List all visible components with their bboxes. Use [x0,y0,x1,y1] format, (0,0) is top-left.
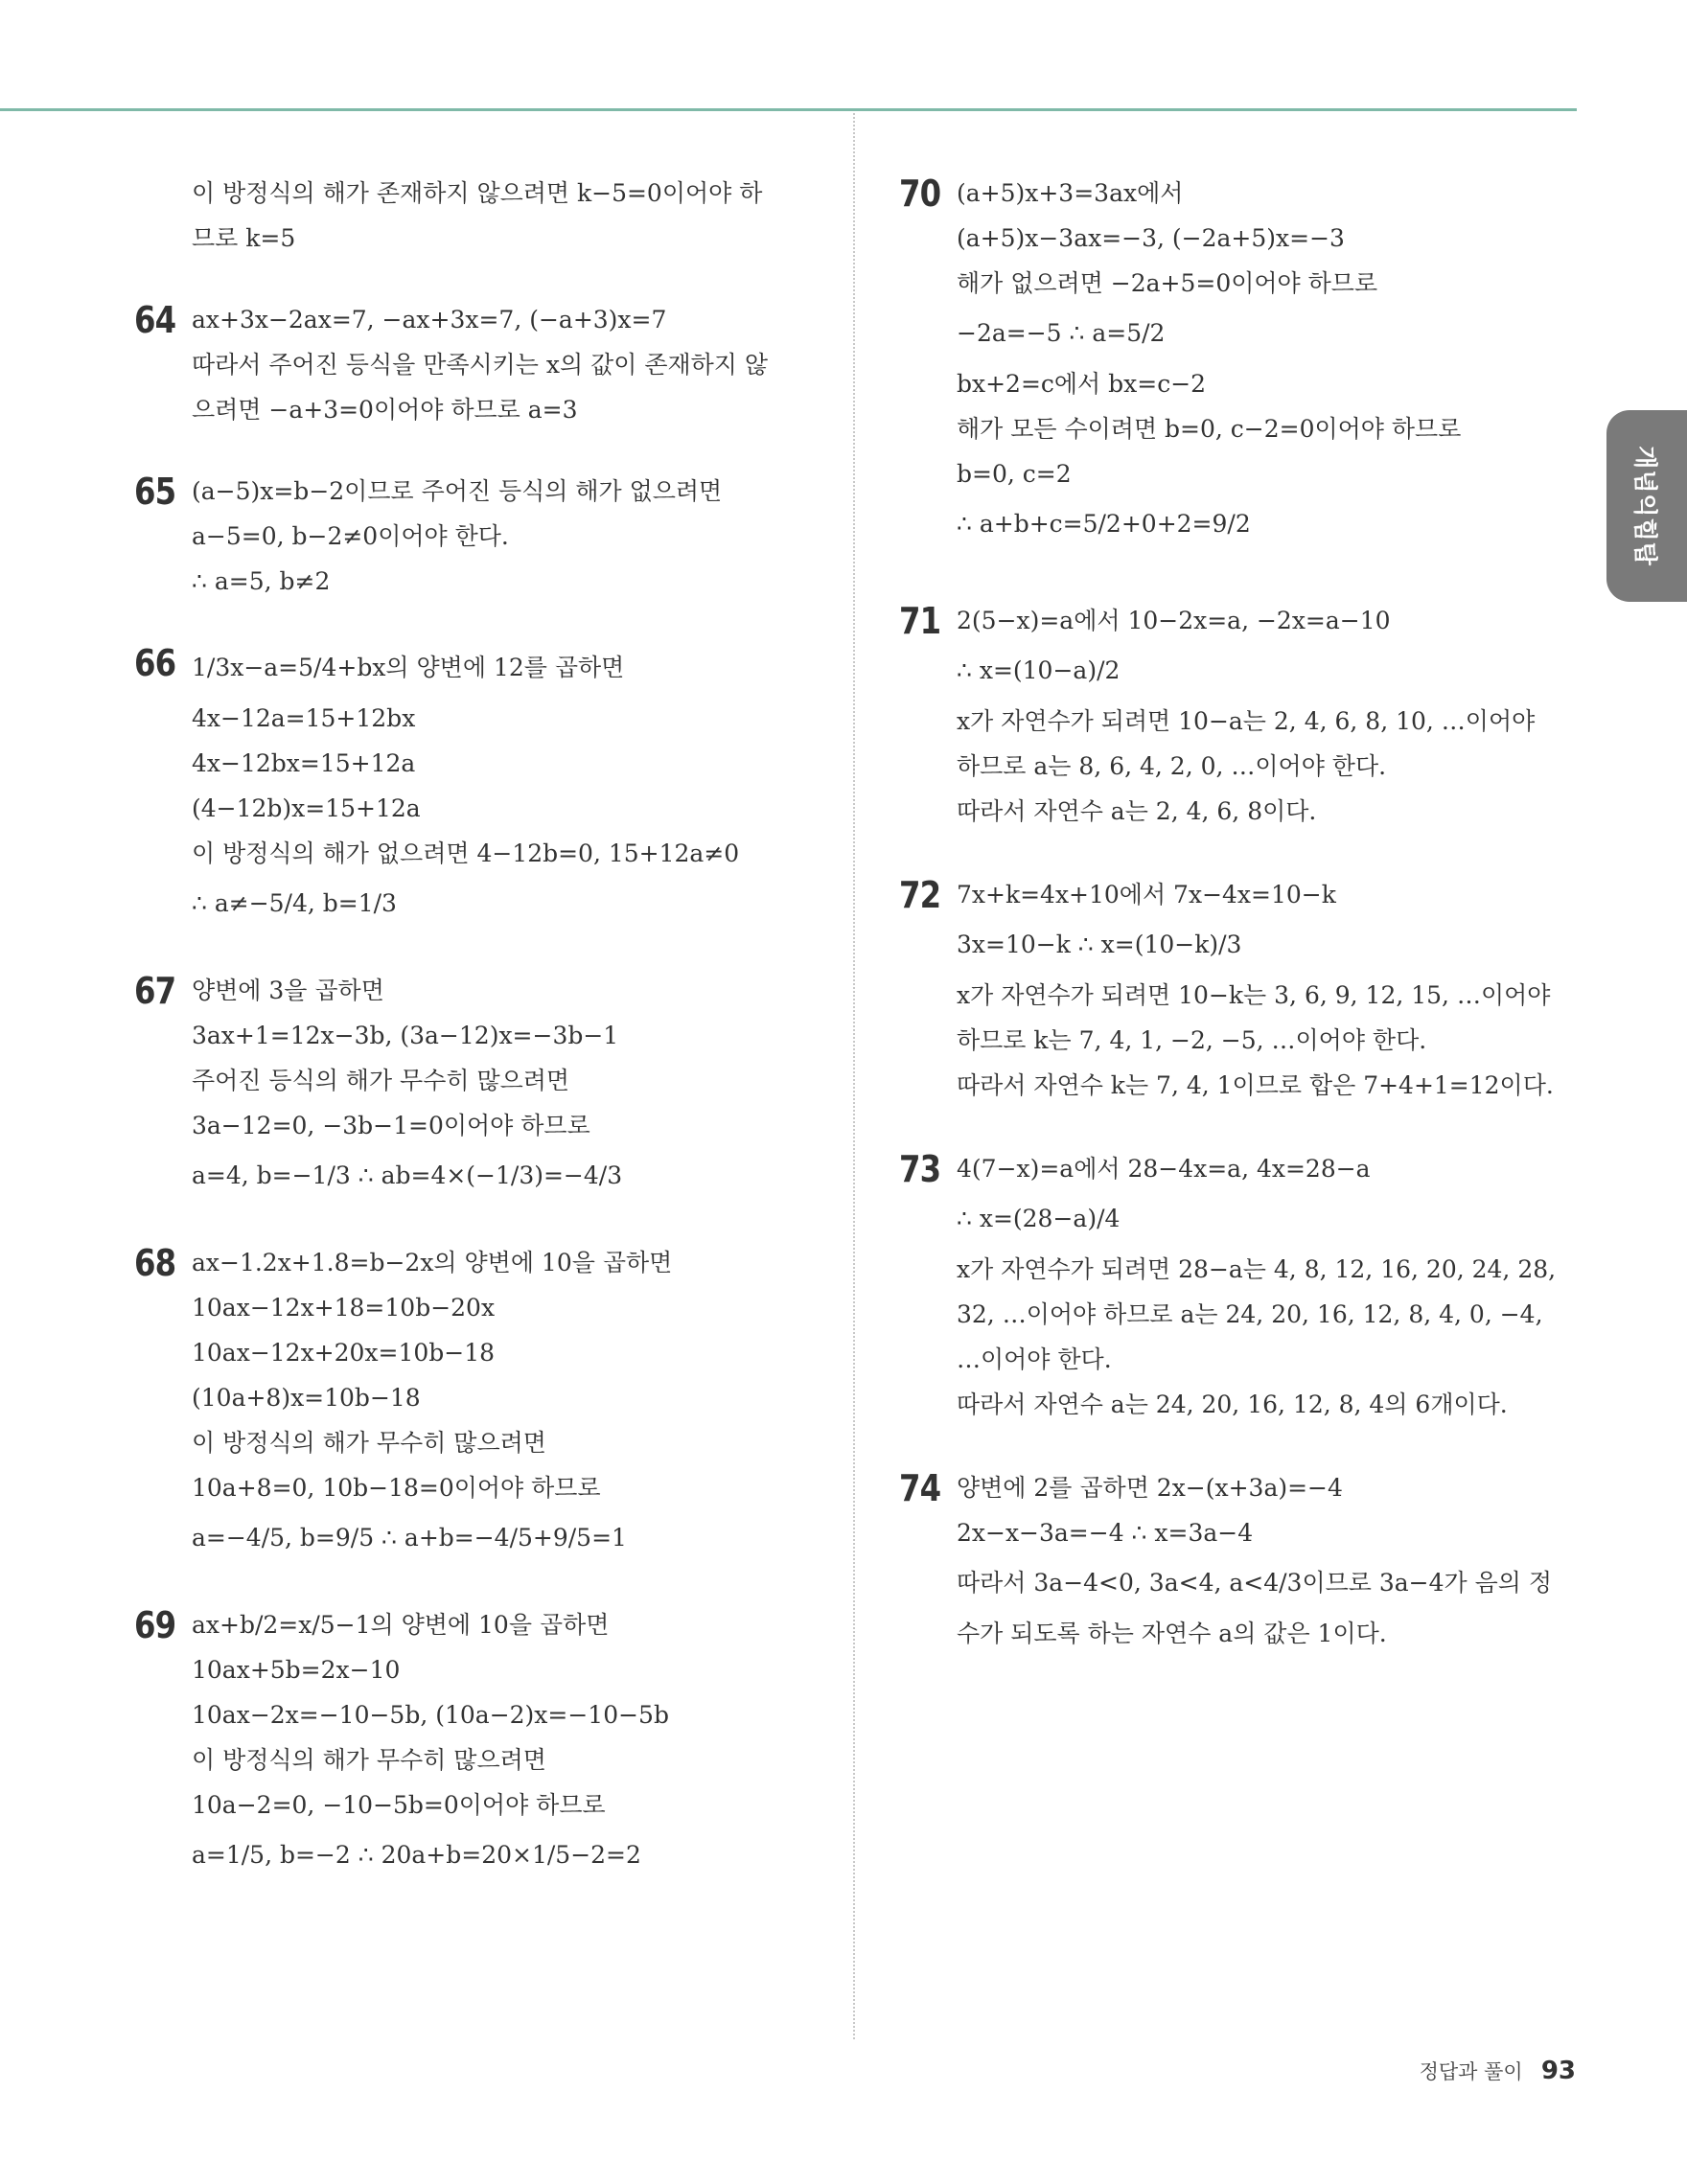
page-number: 93 [1540,2057,1576,2085]
problem-74 [899,1465,1589,1656]
solution-line: ∴ x=(28−a)/4 [957,1205,1121,1232]
problem-73 [899,1146,1589,1427]
problem-number: 66 [134,642,176,684]
solution-line: 이 방정식의 해가 무수히 많으려면 [192,1429,546,1457]
solution-line: 3ax+1=12x−3b, (3a−12)x=−3b−1 [192,1022,619,1049]
solution-line: 10ax−12x+18=10b−20x [192,1294,496,1322]
solution-line: 4(7−x)=a에서 28−4x=a, 4x=28−a [957,1155,1371,1183]
solution-line: 주어진 등식의 해가 무수히 많으려면 [192,1067,570,1094]
solution-line: 4x−12bx=15+12a [192,749,416,777]
problem-70 [899,171,1589,552]
problem-68 [134,1240,824,1566]
solution-line: 이 방정식의 해가 없으려면 4−12b=0, 15+12a≠0 [192,839,740,867]
solution-line: 10a+8=0, 10b−18=0이어야 하므로 [192,1474,601,1502]
solution-line: 4x−12a=15+12bx [192,704,416,732]
right-column [899,171,1589,1656]
solution-line: b=0, c=2 [957,460,1072,488]
solution-line: 하므로 k는 7, 4, 1, −2, −5, …이어야 한다. [957,1026,1427,1054]
column-divider [853,113,855,2039]
problem-number: 65 [134,471,176,513]
solution-line: 1/3x−a=5/4+bx의 양변에 12를 곱하면 [192,654,625,681]
problem-64 [134,297,824,432]
solution-line: (a+5)x+3=3ax에서 [957,179,1184,207]
solution-line: 양변에 2를 곱하면 2x−(x+3a)=−4 [957,1474,1343,1502]
solution-line: 10ax−2x=−10−5b, (10a−2)x=−10−5b [192,1701,669,1729]
solution-line: 수가 되도록 하는 자연수 a의 값은 1이다. [957,1620,1387,1647]
solution-line: 3x=10−k ∴ x=(10−k)/3 [957,931,1242,958]
solution-line: 따라서 자연수 k는 7, 4, 1이므로 합은 7+4+1=12이다. [957,1071,1554,1099]
solution-line: ∴ x=(10−a)/2 [957,656,1121,684]
solution-line: 따라서 자연수 a는 2, 4, 6, 8이다. [957,797,1317,825]
solution-line: 하므로 a는 8, 6, 4, 2, 0, …이어야 한다. [957,752,1387,780]
problem-number: 72 [899,874,941,916]
problem-number: 68 [134,1242,176,1284]
left-column [134,171,824,1883]
problem-65 [134,469,824,604]
solution-line: ∴ a=5, b≠2 [192,567,331,595]
solution-line: x가 자연수가 되려면 10−a는 2, 4, 6, 8, 10, …이어야 [957,707,1536,735]
solution-line: bx+2=c에서 bx=c−2 [957,370,1207,398]
problem-number: 64 [134,299,176,341]
section-side-tab[interactable] [1606,410,1687,602]
solution-line: (10a+8)x=10b−18 [192,1384,421,1412]
solution-line: (a−5)x=b−2이므로 주어진 등식의 해가 없으려면 [192,477,723,505]
solution-line: (4−12b)x=15+12a [192,794,421,822]
problem-number: 74 [899,1467,941,1509]
solution-line: ax+b/2=x/5−1의 양변에 10을 곱하면 [192,1611,610,1639]
problem-72 [899,872,1589,1108]
solution-line: 므로 k=5 [192,224,296,252]
solution-line: …이어야 한다. [957,1345,1112,1373]
footer-label: 정답과 풀이 [1419,2060,1523,2083]
solution-line: ∴ a≠−5/4, b=1/3 [192,889,397,917]
solution-line: 2x−x−3a=−4 ∴ x=3a−4 [957,1519,1254,1547]
solution-line: 따라서 자연수 a는 24, 20, 16, 12, 8, 4의 6개이다. [957,1391,1508,1418]
side-tab-label: 개념익힘탑 [1631,446,1659,566]
solution-line: ∴ a+b+c=5/2+0+2=9/2 [957,510,1251,538]
solution-line: 10ax−12x+20x=10b−18 [192,1339,496,1367]
solution-line: 해가 모든 수이려면 b=0, c−2=0이어야 하므로 [957,415,1462,443]
solution-line: 따라서 주어진 등식을 만족시키는 x의 값이 존재하지 않 [192,351,769,379]
top-rule [0,108,1577,111]
solution-line: (a+5)x−3ax=−3, (−2a+5)x=−3 [957,224,1345,252]
solution-line: a=4, b=−1/3 ∴ ab=4×(−1/3)=−4/3 [192,1161,623,1189]
solution-line: 2(5−x)=a에서 10−2x=a, −2x=a−10 [957,607,1391,634]
solution-line: 10ax+5b=2x−10 [192,1656,401,1684]
solution-line: 이 방정식의 해가 무수히 많으려면 [192,1746,546,1774]
solution-line: 7x+k=4x+10에서 7x−4x=10−k [957,881,1336,908]
solution-line: 32, …이어야 하므로 a는 24, 20, 16, 12, 8, 4, 0, −4, [957,1300,1543,1328]
problem-number: 69 [134,1604,176,1646]
solution-line: x가 자연수가 되려면 10−k는 3, 6, 9, 12, 15, …이어야 [957,981,1551,1009]
solution-line: 따라서 3a−4<0, 3a<4, a<4/3이므로 3a−4가 음의 정 [957,1569,1553,1597]
solution-line: a=1/5, b=−2 ∴ 20a+b=20×1/5−2=2 [192,1841,641,1869]
solution-line: a=−4/5, b=9/5 ∴ a+b=−4/5+9/5=1 [192,1524,627,1552]
problem-69 [134,1602,824,1883]
solution-line: 해가 없으려면 −2a+5=0이어야 하므로 [957,269,1378,297]
solution-line: 이 방정식의 해가 존재하지 않으려면 k−5=0이어야 하 [192,179,763,207]
problem-number: 73 [899,1148,941,1190]
problem-71 [899,598,1589,834]
problem-number: 70 [899,172,941,215]
solution-line: −2a=−5 ∴ a=5/2 [957,319,1166,347]
solution-line: 3a−12=0, −3b−1=0이어야 하므로 [192,1112,590,1139]
page-footer [1420,2057,1576,2085]
solution-line: 양변에 3을 곱하면 [192,977,384,1004]
solution-line: ax−1.2x+1.8=b−2x의 양변에 10을 곱하면 [192,1249,673,1276]
problem-67 [134,968,824,1204]
solution-line: a−5=0, b−2≠0이어야 한다. [192,522,509,550]
problem-66 [134,640,824,931]
solution-line: ax+3x−2ax=7, −ax+3x=7, (−a+3)x=7 [192,306,667,333]
solution-line: 으려면 −a+3=0이어야 하므로 a=3 [192,396,578,424]
problem-number: 71 [899,600,941,642]
problem-number: 67 [134,970,176,1012]
solution-line: 10a−2=0, −10−5b=0이어야 하므로 [192,1791,606,1819]
solution-line: x가 자연수가 되려면 28−a는 4, 8, 12, 16, 20, 24, 28, [957,1255,1557,1283]
problem-continued [134,171,824,261]
